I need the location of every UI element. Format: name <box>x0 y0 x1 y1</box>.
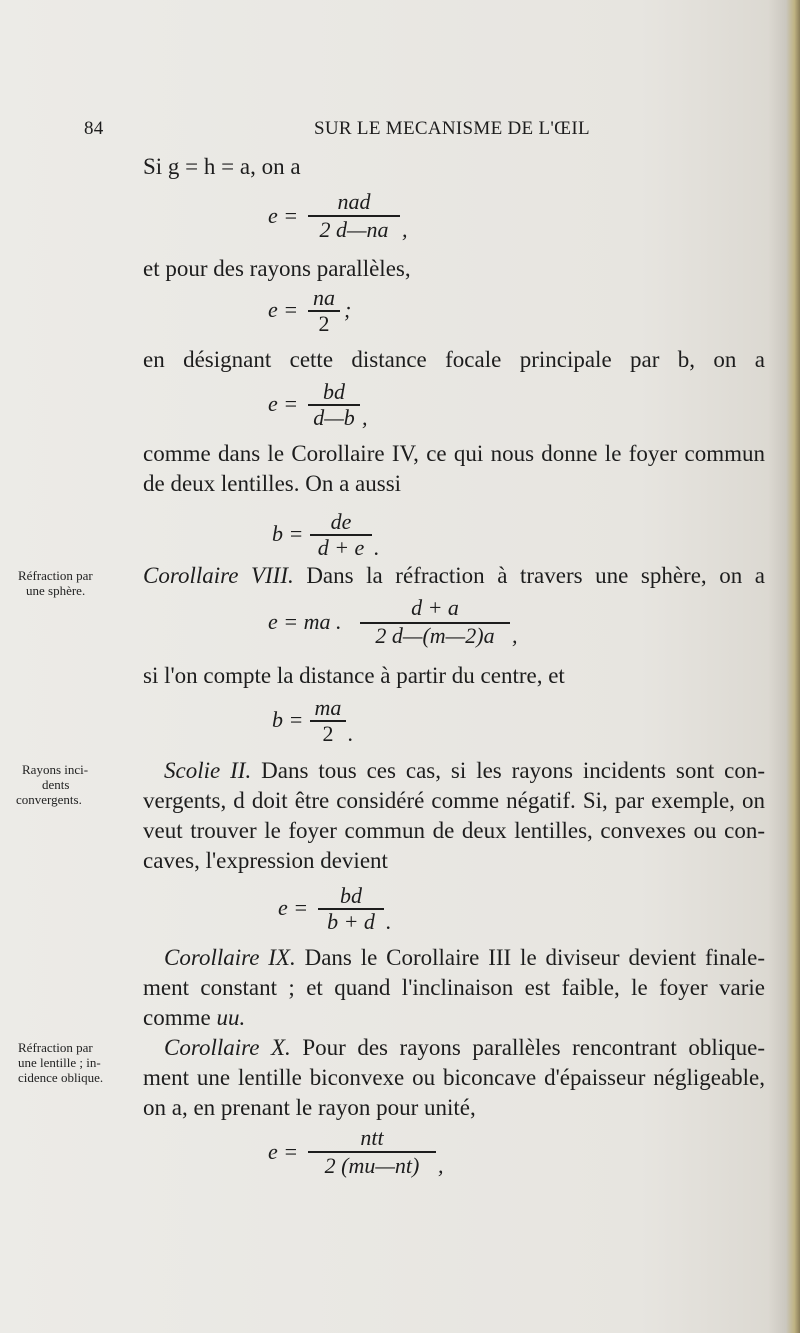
numerator: nad <box>337 189 371 214</box>
formula-7: e = bd b + d . <box>278 883 392 934</box>
scolie-heading: Scolie II. <box>164 758 252 783</box>
page-number: 84 <box>84 118 104 139</box>
text-line-12: Corollaire IX. Dans le Corollaire III le diviseur devient finale- <box>164 945 765 970</box>
text-line-14: comme uu. <box>143 1005 246 1030</box>
running-header <box>84 118 684 144</box>
text-line-5: de deux lentilles. On a aussi <box>143 471 402 496</box>
text-line-2: et pour des rayons parallèles, <box>143 256 411 281</box>
formula-5: e = ma . d + a 2 d—(m—2)a , <box>268 595 518 648</box>
text-line-6: Corollaire VIII. Dans la réfraction à travers une sphère, on a <box>143 563 765 588</box>
running-title: SUR LE MECANISME DE L'ŒIL <box>314 118 590 139</box>
text-line-1: Si g = h = a, on a <box>143 154 301 179</box>
text-line-13: ment constant ; et quand l'inclinaison est faible, le foyer varie <box>143 975 765 1000</box>
denominator: 2 d—na <box>319 217 389 242</box>
text-line-10: veut trouver le foyer commun de deux lentilles, convexes ou con- <box>143 818 765 843</box>
text-line-17: on a, en prenant le rayon pour unité, <box>143 1095 476 1120</box>
text-line-8: Scolie II. Dans tous ces cas, si les rayons incidents sont con- <box>164 758 766 783</box>
formula-3: e = bd d—b , <box>268 379 368 430</box>
text-line-9: vergents, d doit être considéré comme négatif. Si, par exemple, on <box>143 788 765 813</box>
formula-1: e = nad 2 d—na , <box>268 189 408 242</box>
formula-4: b = de d + e . <box>272 509 380 560</box>
text-line-7: si l'on compte la distance à partir du centre, et <box>143 663 565 688</box>
text-line-15: Corollaire X. Pour des rayons parallèles rencontrant oblique- <box>164 1035 765 1060</box>
margin-note-3: Réfraction par une lentille ; in- cidence oblique. <box>18 1040 104 1085</box>
corollary-heading: Corollaire VIII. <box>143 563 294 588</box>
text-line-11: caves, l'expression devient <box>143 848 388 873</box>
text-line-16: ment une lentille biconvexe ou biconcave d'épaisseur négligeable, <box>143 1065 765 1090</box>
text-line-3: en désignant cette distance focale principale par b, on a <box>143 347 765 372</box>
page-edge <box>786 0 800 1333</box>
margin-note-1: Réfraction par une sphère. <box>18 568 93 598</box>
corollary-heading: Corollaire X. <box>164 1035 291 1060</box>
formula-8: e = ntt 2 (mu—nt) , <box>268 1125 444 1178</box>
formula-2: e = na 2 ; <box>268 285 352 336</box>
formula-6: b = ma 2 . <box>272 695 354 746</box>
margin-note-2: Rayons inci- dents convergents. <box>16 762 89 807</box>
text-line-4: comme dans le Corollaire IV, ce qui nous donne le foyer commun <box>143 441 765 466</box>
corollary-heading: Corollaire IX. <box>164 945 296 970</box>
